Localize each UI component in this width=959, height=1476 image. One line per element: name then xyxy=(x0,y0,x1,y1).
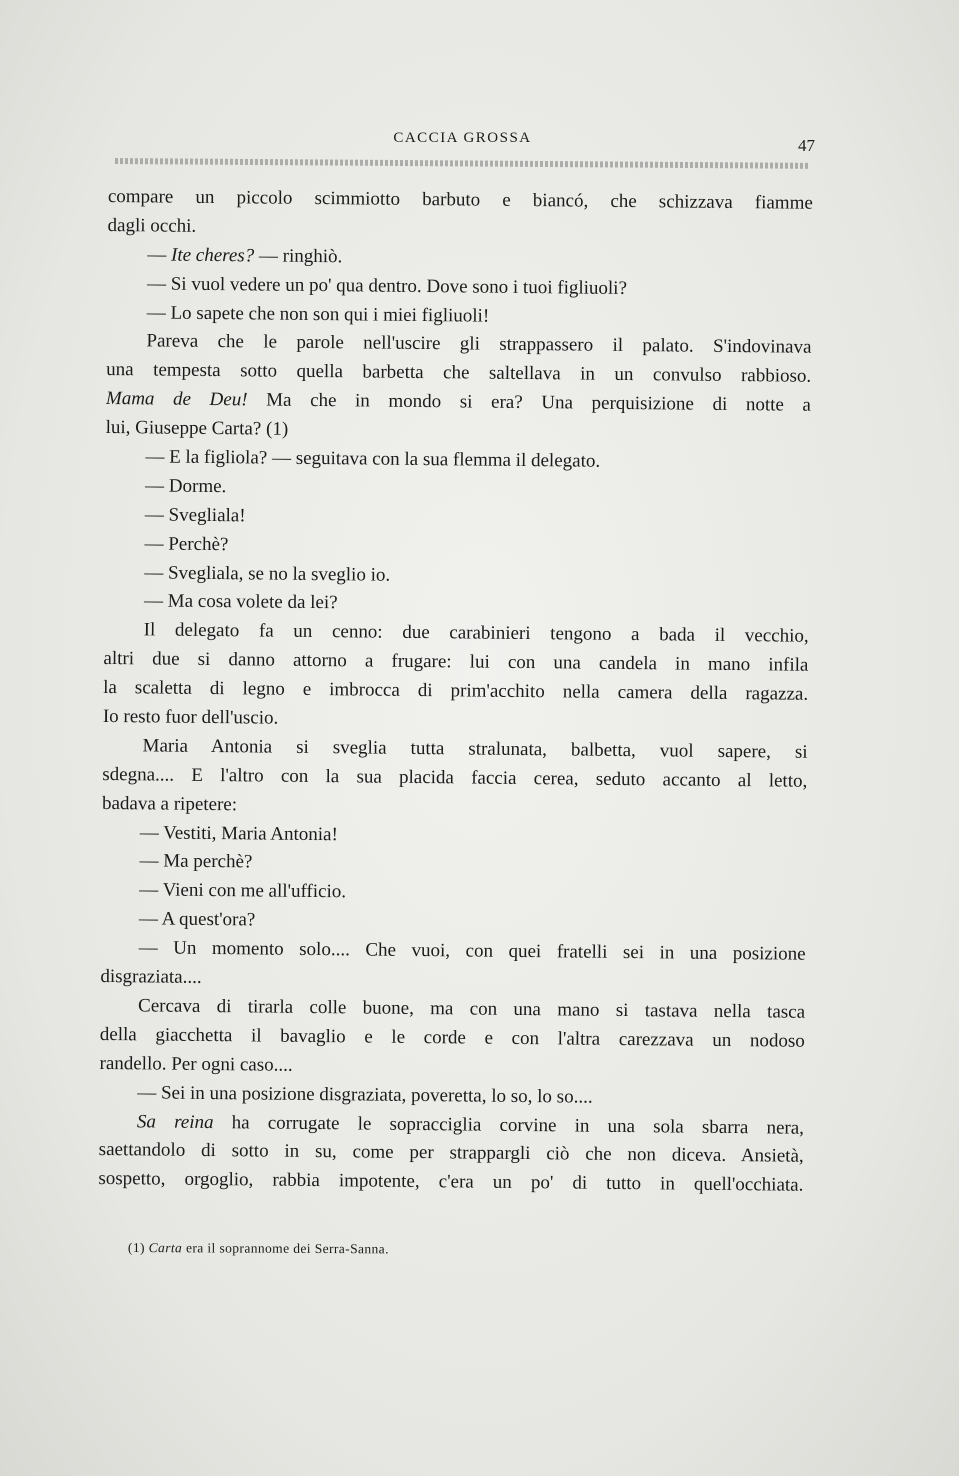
text-line: sdegna.... E l'altro con la sua placida faccia cerea, seduto accanto al letto, xyxy=(102,763,808,792)
text-line: saettandolo di sotto in su, come per strappargli ciò che non diceva. Ansietà, xyxy=(98,1139,804,1168)
text-line: — Ma cosa volete da lei? xyxy=(143,590,338,614)
text-line: Maria Antonia si sveglia tutta stralunata, balbetta, vuol sapere, si xyxy=(142,735,808,763)
text-line: una tempesta sotto quella barbetta che saltellava in un convulso rabbioso. xyxy=(106,359,812,388)
text-line: della giacchetta il bavaglio e le corde e con l'altra carezzava un nodoso xyxy=(99,1023,805,1052)
text-line: — Ma perchè? xyxy=(139,850,253,873)
line-text: Ma che in mondo si era? Una perquisizione di notte a xyxy=(247,389,812,416)
running-title: CACCIA GROSSA xyxy=(393,130,532,146)
text-line: Il delegato fa un cenno: due carabinieri tengono a bada il vecchio, xyxy=(143,619,809,648)
text-line: dagli occhi. xyxy=(107,214,197,237)
footnote-marker: (1) xyxy=(127,1240,149,1256)
text-line: Io resto fuor dell'uscio. xyxy=(102,706,279,729)
italic-phrase: Sa reina xyxy=(136,1110,214,1133)
text-line: sospetto, orgoglio, rabbia impotente, c'era un po' di tutto in quell'occhiata. xyxy=(98,1168,804,1197)
footnote-italic: Carta xyxy=(148,1240,183,1256)
text-line: badava a ripetere: xyxy=(101,792,238,815)
footnote xyxy=(128,1240,389,1257)
text-line: — Vieni con me all'ufficio. xyxy=(139,879,347,903)
page-number: 47 xyxy=(798,136,815,155)
italic-phrase: Mama de Deu! xyxy=(105,388,248,411)
text-line: Pareva che le parole nell'uscire gli strappassero il palato. S'indovinava xyxy=(146,330,812,359)
text-line: — Svegliala, se no la sveglio io. xyxy=(144,561,391,586)
footnote-text: era il soprannome dei Serra-Sanna. xyxy=(182,1240,389,1257)
page-header xyxy=(110,128,815,156)
text-line: Cercava di tirarla colle buone, ma con una mano si tastava nella tasca xyxy=(138,995,806,1023)
italic-phrase: Ite cheres? xyxy=(170,244,255,267)
text-line: — Sei in una posizione disgraziata, poveretta, lo so, lo so.... xyxy=(137,1081,593,1108)
text-line: disgraziata.... xyxy=(100,966,202,988)
text-line: compare un piccolo scimmiotto barbuto e biancó, che schizzava fiamme xyxy=(107,185,813,214)
text-line: — E la figliola? — seguitava con la sua flemma il delegato. xyxy=(145,446,601,472)
text-line: randello. Per ogni caso.... xyxy=(99,1052,293,1076)
text-line: la scaletta di legno e imbrocca di prim'acchito nella camera della ragazza. xyxy=(103,677,809,705)
line-text: — ringhiò. xyxy=(254,245,343,268)
text-line: lui, Giuseppe Carta? (1) xyxy=(105,417,289,440)
line-text: ha corrugate le sopracciglia corvine in una sola sbarra nera, xyxy=(213,1111,805,1139)
text-line: — Lo sapete che non son qui i miei figliuoli! xyxy=(146,301,490,327)
text-line: — Dorme. xyxy=(144,475,227,498)
text-line: — Svegliala! xyxy=(144,504,246,527)
body-text xyxy=(98,183,813,1201)
text-line: altri due si danno attorno a frugare: lui con una candela in mano infila xyxy=(103,648,809,676)
header-rule xyxy=(115,158,810,169)
text-line: — Vestiti, Maria Antonia! xyxy=(139,821,338,845)
text-line: — Si vuol vedere un po' qua dentro. Dove sono i tuoi figliuoli? xyxy=(146,273,628,299)
text-line: — A quest'ora? xyxy=(138,908,256,931)
text-line: — Perchè? xyxy=(144,533,229,555)
text-line: — Un momento solo.... Che vuoi, con quei fratelli sei in una posizione xyxy=(138,937,806,965)
line-prefix: — xyxy=(147,244,172,266)
